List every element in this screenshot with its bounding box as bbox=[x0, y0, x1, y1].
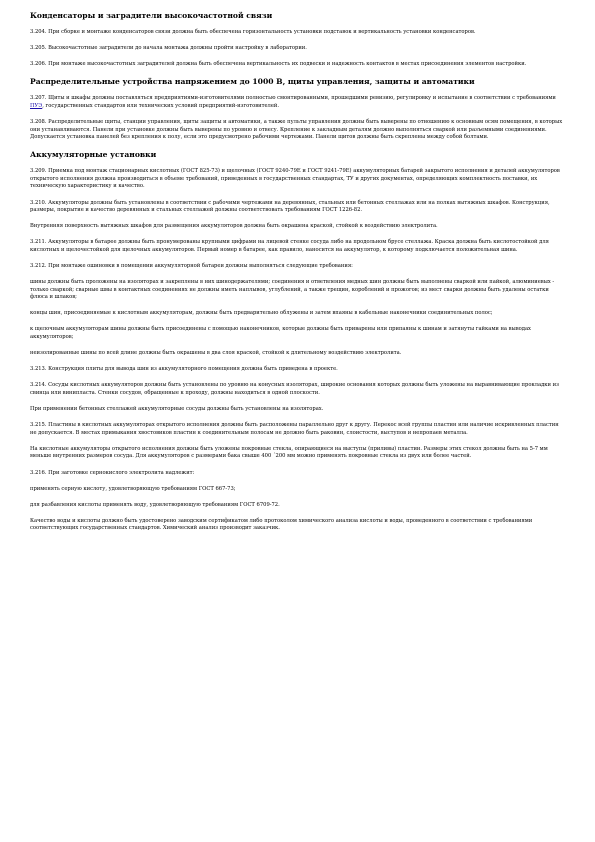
paragraph-3-216: 3.216. При заготовке сернокислого электролита надлежит: bbox=[30, 469, 195, 476]
section-heading-distribution: Распределительные устройства напряжением до 1000 В, щиты управления, защиты и автоматики bbox=[30, 77, 475, 87]
paragraph-3-212-item-2: концы шин, присоединяемые к кислотным аккумуляторам, должны быть предварительно облужены и затем впаяны в кабельные наконечники соединительных полос; bbox=[30, 310, 493, 317]
pue-link[interactable]: ПУЭ bbox=[30, 102, 43, 109]
paragraph-3-214-cont: При применении бетонных стеллажей аккумуляторные сосуды должны быть установлены на изоляторах. bbox=[30, 406, 324, 413]
paragraph-3-216-item-1: применять серную кислоту, удовлетворяющую требованиям ГОСТ 667-73; bbox=[30, 485, 236, 492]
paragraph-3-216-item-2: для разбавления кислоты применять воду, удовлетворяющую требованиям ГОСТ 6709-72. bbox=[30, 501, 280, 508]
paragraph-3-210: 3.210. Аккумуляторы должны быть установлены в соответствии с рабочими чертежами на деревянных, стальных или бетонных стеллажах или на полках вытяжных шкафов. Конструкция, размеры, покрытие и качество деревянных и стальных стеллажей должны соответствовать требованиям ГОСТ 1226-82. bbox=[30, 199, 550, 214]
paragraph-3-209: 3.209. Приемка под монтаж стационарных кислотных (ГОСТ 825-73) и щелочных (ГОСТ 9240-79Е и ГОСТ 9241-79Е) аккумуляторных батарей закрытого исполнения и деталей аккумуляторов открытого исполнения должна производиться в объеме требований, приведенных в государственных стандартах, ТУ и других документах, определяющих комплектность поставки, их техническую характеристику и качество. bbox=[30, 168, 560, 190]
paragraph-3-205: 3.205. Высокочастотные заградители до начала монтажа должны пройти настройку в лаборатории. bbox=[30, 45, 307, 52]
paragraph-3-216-cont: Качество воды и кислоты должно быть удостоверено заводским сертификатом либо протоколом химического анализа кислоты и воды, проведенного в соответствии с требованиями соответствующих государственных стандартов. Химический анализ производит заказчик. bbox=[30, 517, 533, 532]
paragraph-3-212-item-1: шины должны быть проложены на изоляторах и закреплены в них шинодержателями; соединения и ответвления медных шин должны быть выполнены сваркой или пайкой, алюминиевых - только сваркой; сварные швы в контактных соединениях не должны иметь наплывов, углублений, а также трещин, короблений и прожогов; из мест сварки должны быть удалены остатки флюса и шлаков; bbox=[30, 279, 555, 301]
paragraph-3-212: 3.212. При монтаже ошиновки в помещении аккумуляторной батареи должны выполняться следующие требования: bbox=[30, 263, 353, 269]
paragraph-3-208: 3.208. Распределительные щиты, станции управления, щиты защиты и автоматики, а также пульты управления должны быть выверены по отношению к основным осям помещения, в которых они устанавливаются. Панели при установке должны быть выверены по уровню и отвесу. Крепление к закладным деталям должно выполняться сваркой или разъемными соединениями. Допускается установка панелей без крепления к полу, если это предусмотрено рабочими чертежами. Панели щитов должны быть скреплены между собой болтами. bbox=[30, 118, 563, 141]
paragraph-3-207-start: 3.207. Щиты и шкафы должны поставляться предприятиями-изготовителями полностью смонтированными, прошедшими ревизию, регулировку и испытание в соответствии с требованиями bbox=[30, 95, 556, 102]
paragraph-3-212-item-3: к щелочным аккумуляторам шины должны быть присоединены с помощью наконечников, которые должны быть приварены или припаяны к шинам и затянуты гайками на выводах аккумуляторов; bbox=[30, 326, 531, 341]
paragraph-3-214: 3.214. Сосуды кислотных аккумуляторов должны быть установлены по уровню на конусных изоляторах, широкие основания которых должны быть уложены на выравнивающие прокладки из свинца или винипласта. Стенки сосудов, обращенные к проходу, должны находиться в одной плоскости. bbox=[30, 382, 559, 396]
paragraph-3-207-end: , государственных стандартов или технических условий предприятий-изготовителей. bbox=[42, 102, 280, 109]
paragraph-3-212-item-4: неизолированные шины по всей длине должны быть окрашены в два слоя краской, стойкой к длительному воздействию электролита. bbox=[30, 350, 402, 357]
paragraph-3-210-cont: Внутренняя поверхность вытяжных шкафов для размещения аккумуляторов должна быть окрашена краской, стойкой к воздействию электролита. bbox=[30, 223, 438, 230]
section-heading-batteries: Аккумуляторные установки bbox=[30, 150, 157, 160]
section-heading-capacitors: Конденсаторы и заградители высокочастотной связи bbox=[30, 11, 273, 20]
paragraph-3-207 bbox=[30, 95, 565, 110]
paragraph-3-215-cont: На кислотные аккумуляторы открытого исполнения должны быть уложены покровные стекла, опирающиеся на выступы (приливы) пластин. Размеры этих стекол должны быть на 5-7 мм меньше внутренних размеров сосуда. Для аккумуляторов с размерами бака свыше 400 ´200 мм можно применять покровные стекла из двух или более частей. bbox=[30, 445, 548, 460]
paragraph-3-204: 3.204. При сборке и монтаже конденсаторов связи должна быть обеспечена горизонтальность установки подставок и вертикальность установки конденсаторов. bbox=[30, 29, 476, 35]
paragraph-3-206: 3.206. При монтаже высокочастотных заградителей должна быть обеспечена вертикальность их подвески и надежность контактов в местах присоединения элементов настройки. bbox=[30, 61, 527, 68]
paragraph-3-213: 3.213. Конструкция плиты для вывода шин из аккумуляторного помещения должна быть приведена в проекте. bbox=[30, 366, 338, 373]
paragraph-3-211: 3.211. Аккумуляторы в батарее должны быть пронумерованы крупными цифрами на лицевой стенке сосуда либо на продольном брусе стеллажа. Краска должна быть кислотостойкой для кислотных и щелочестойкой для щелочных аккумуляторов. Первый номер в батарее, как правило, наносится на аккумулятор, к которому подключается положительная шина. bbox=[30, 239, 549, 253]
paragraph-3-215: 3.215. Пластины в кислотных аккумуляторах открытого исполнения должны быть расположены параллельно друг к другу. Перекос всей группы пластин или наличие искривленных пластин не допускается. В местах примыкания хвостовиков пластин к соединительным полосам не должно быть раковин, слоистости, выступов и непропаев металла. bbox=[30, 422, 559, 436]
